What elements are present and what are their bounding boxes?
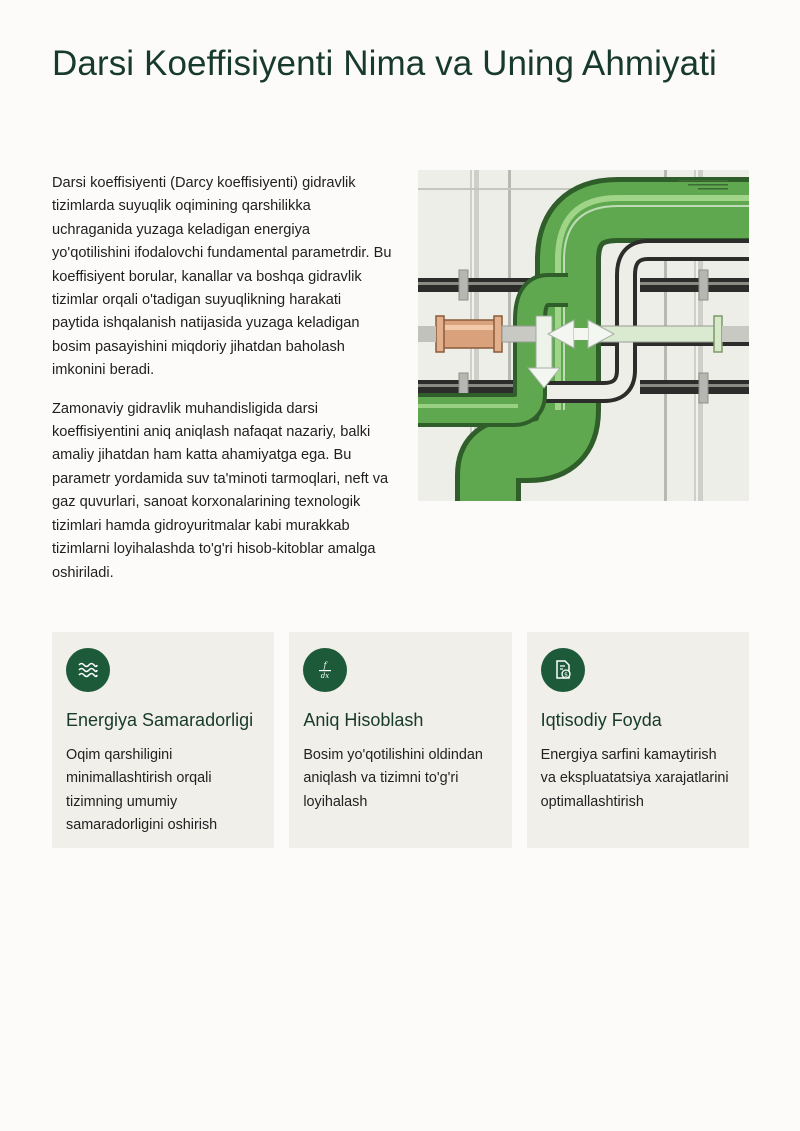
svg-text:f: f bbox=[323, 661, 327, 670]
page-title: Darsi Koeffisiyenti Nima va Uning Ahmiyati bbox=[52, 44, 717, 83]
feature-card-calculation bbox=[289, 632, 511, 848]
intro-paragraph-2: Zamonaviy gidravlik muhandisligida darsi koeffisiyentini aniq aniqlash nafaqat nazariy, balki amaliy jihatdan ham katta ahamiyatga ega. Bu parametr yordamida suv ta'minoti tarmoqlari, neft va gaz quvurlari, sanoat korxonalarining texnologik tizimlari hamda gidroyuritmalar kabi murakkab tizimlarni loyihalashda to'g'ri hisob-kitoblar amalga oshiriladi. bbox=[52, 400, 389, 581]
intro-text bbox=[52, 172, 392, 600]
card-title: Aniq Hisoblash bbox=[303, 710, 424, 730]
pipe-system-illustration bbox=[418, 170, 749, 501]
intro-paragraph-1: Darsi koeffisiyenti (Darcy koeffisiyenti) gidravlik tizimlarda suyuqlik oqimining qarshilikka uchraganida yuzaga keladigan energiya yo'qotilishini ifodalovchi fundamental parametrdir. Bu koeffisiyent borular, kanallar va boshqa gidravlik tizimlar orqali o'tadigan suyuqlikning harakati paytida ishqalanish natijasida yuzaga keladigan bosim pasayishini miqdoriy jihatdan baholash imkonini beradi. bbox=[52, 175, 392, 379]
dollar-document-icon bbox=[541, 648, 585, 692]
svg-text:dx: dx bbox=[321, 672, 330, 680]
feature-card-energy bbox=[52, 632, 274, 848]
derivative-formula-icon bbox=[303, 648, 347, 692]
svg-text:$: $ bbox=[563, 671, 568, 679]
card-title: Energiya Samaradorligi bbox=[66, 710, 254, 730]
card-description: Bosim yo'qotilishini oldindan aniqlash va tizimni to'g'ri loyihalash bbox=[303, 747, 483, 810]
waves-icon bbox=[66, 648, 110, 692]
feature-card-economy bbox=[527, 632, 749, 848]
card-title: Iqtisodiy Foyda bbox=[540, 710, 662, 730]
card-description: Energiya sarfini kamaytirish va ekspluatatsiya xarajatlarini optimallashtirish bbox=[540, 747, 729, 810]
feature-cards bbox=[52, 632, 749, 848]
card-description: Oqim qarshiligini minimallashtirish orqali tizimning umumiy samaradorligini oshirish bbox=[66, 747, 218, 834]
